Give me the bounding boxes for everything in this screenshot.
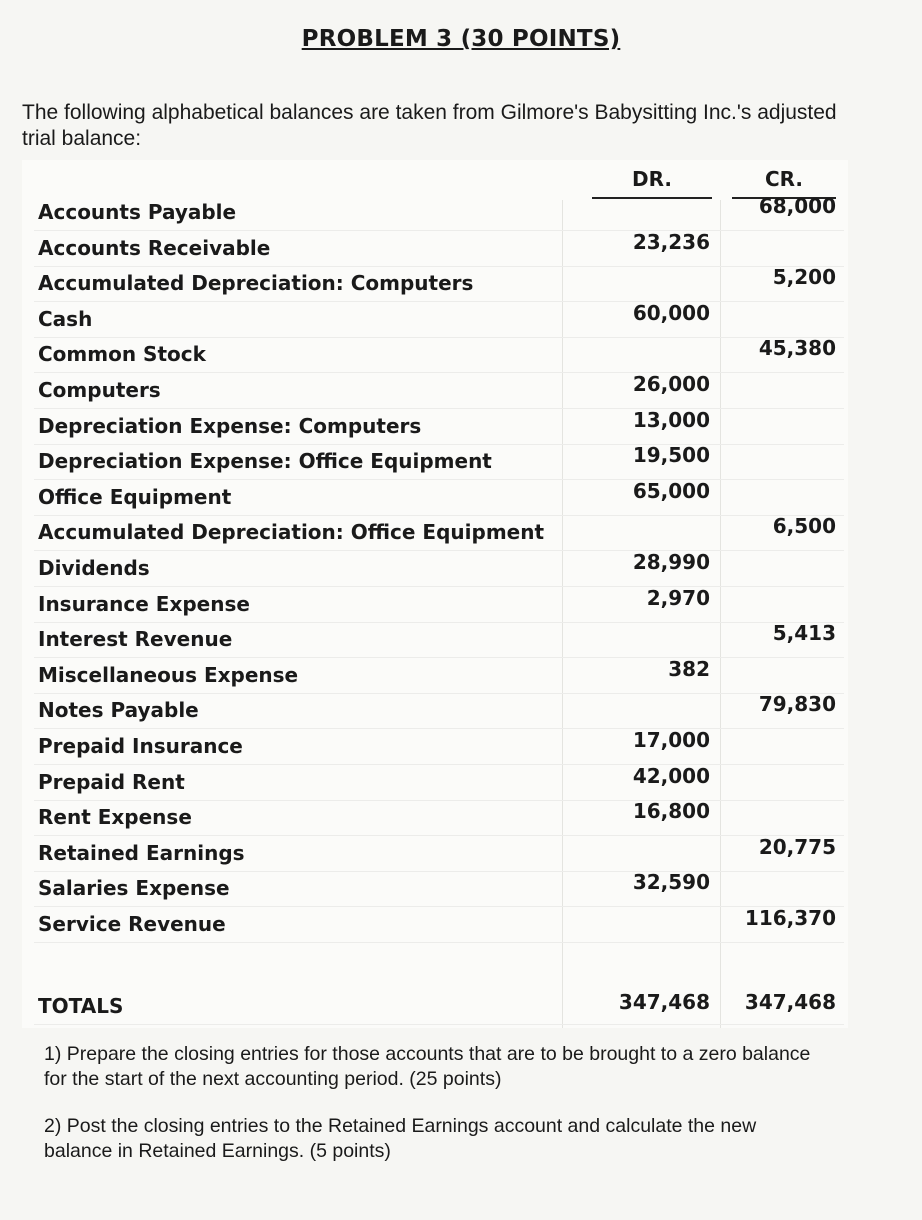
table-row [34,516,844,551]
table-row [34,267,844,302]
account-name: Dividends [38,556,150,580]
credit-amount: 45,380 [758,336,836,361]
table-row [34,229,844,267]
totals-row [34,990,844,1025]
table-row [34,407,844,445]
table-row [34,730,844,765]
table-row [34,763,844,801]
credit-amount: 79,830 [758,692,836,717]
table-row [34,338,844,373]
debit-amount: 32,590 [632,870,710,895]
totals-debit: 347,468 [618,990,710,1014]
debit-amount: 65,000 [632,478,710,503]
account-name: Miscellaneous Expense [38,662,299,687]
credit-amount: 5,200 [772,265,836,290]
account-name: Prepaid Insurance [38,734,243,758]
table-row [34,374,844,409]
credit-amount: 6,500 [772,514,836,539]
debit-amount: 28,990 [632,550,710,574]
account-name: Prepaid Rent [38,769,185,794]
table-row [34,623,844,658]
account-name: Service Revenue [38,912,226,936]
debit-amount: 60,000 [632,300,710,325]
table-row [34,196,844,231]
account-name: Accumulated Depreciation: Computers [38,271,474,296]
table-row [34,300,844,338]
debit-amount: 382 [668,656,710,681]
credit-amount: 5,413 [772,621,836,646]
account-name: Salaries Expense [38,876,230,901]
debit-amount: 23,236 [632,229,710,254]
table-row [34,872,844,907]
account-name: Accumulated Depreciation: Office Equipment [38,520,545,545]
debit-amount: 16,800 [632,799,710,824]
page-title: PROBLEM 3 (30 POINTS) [301,26,621,52]
table-row [34,552,844,587]
account-name: Accounts Payable [38,200,237,224]
table-row [34,834,844,872]
totals-label: TOTALS [38,994,124,1018]
debit-amount: 26,000 [632,372,710,396]
table-row [34,478,844,516]
question-2: 2) Post the closing entries to the Retained Earnings account and calculate the new balance in Retained Earnings. (5 points) [44,1115,757,1162]
account-name: Notes Payable [38,698,199,723]
account-name: Insurance Expense [38,591,250,616]
question-1: 1) Prepare the closing entries for those accounts that are to be brought to a zero balance for the start of the next accounting period. (25 points) [44,1043,811,1090]
debit-amount: 42,000 [632,763,710,788]
debit-column-header: DR. [592,167,712,199]
account-name: Computers [38,378,161,402]
credit-amount: 116,370 [744,906,836,930]
account-name: Depreciation Expense: Office Equipment [38,449,492,474]
credit-column-header: CR. [732,167,836,199]
account-name: Common Stock [38,342,206,367]
account-name: Depreciation Expense: Computers [38,413,422,438]
table-row [34,908,844,943]
table-row [34,694,844,729]
intro-text: The following alphabetical balances are taken from Gilmore's Babysitting Inc.'s adjusted trial balance: [22,101,837,150]
account-name: Retained Earnings [38,840,245,865]
table-row [34,656,844,694]
table-row [34,585,844,623]
credit-amount: 20,775 [758,834,836,859]
account-name: Accounts Receivable [38,235,271,260]
totals-credit: 347,468 [744,990,836,1014]
debit-amount: 17,000 [632,728,710,752]
debit-amount: 2,970 [646,585,710,610]
account-name: Office Equipment [38,484,232,509]
debit-amount: 19,500 [632,443,710,468]
account-name: Rent Expense [38,805,192,830]
account-name: Interest Revenue [38,627,233,652]
credit-amount: 68,000 [758,194,836,218]
table-row [34,445,844,480]
account-name: Cash [38,306,93,331]
table-row [34,801,844,836]
debit-amount: 13,000 [632,407,710,432]
